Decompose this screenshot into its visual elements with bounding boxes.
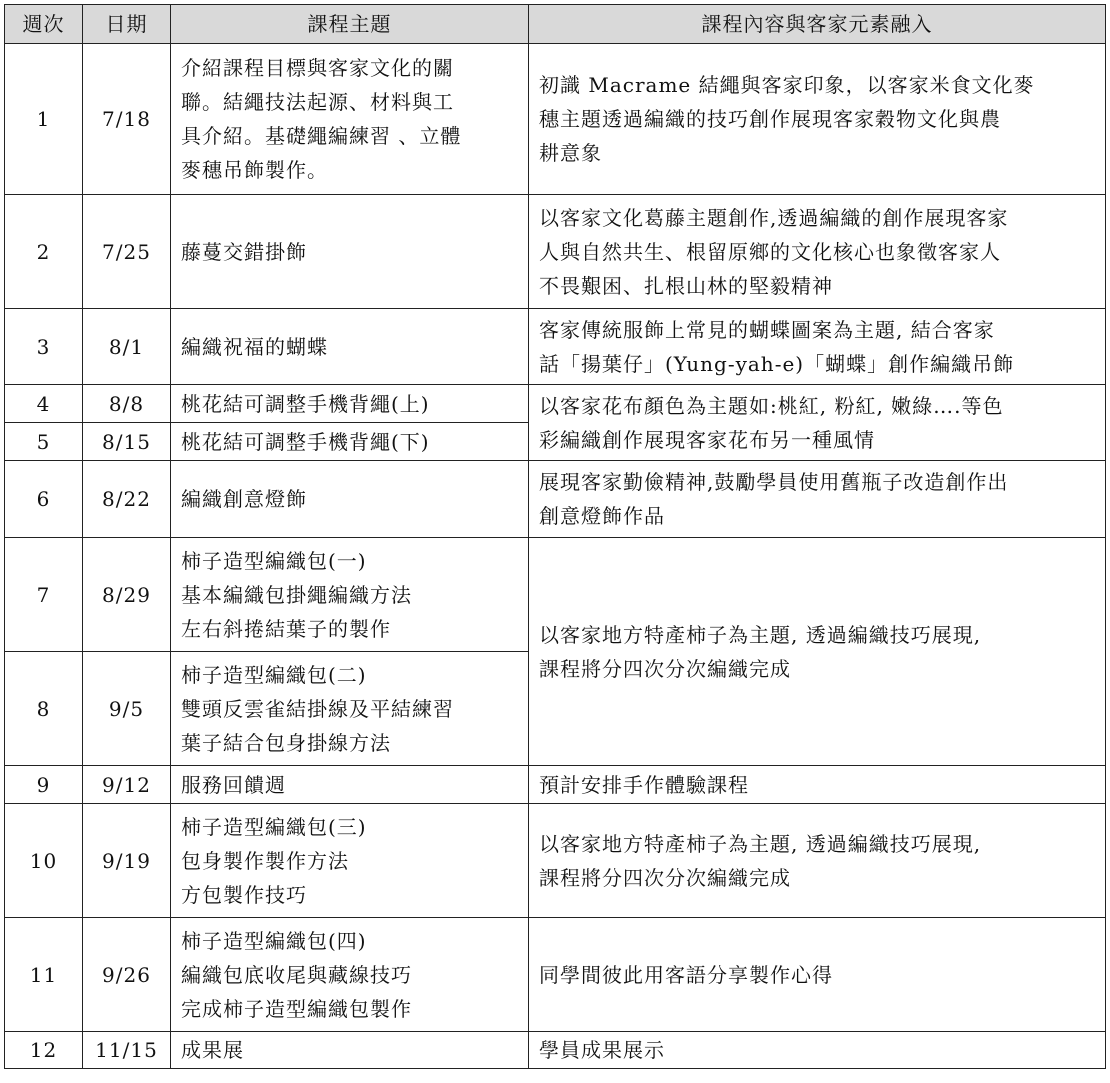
date-cell: 11/15 xyxy=(83,1032,171,1069)
topic-line: 柿子造型編織包(二) xyxy=(181,662,367,687)
topic-line: 具介紹。基礎繩編練習 、立體 xyxy=(181,124,462,148)
topic-cell xyxy=(171,766,529,804)
topic-cell xyxy=(171,538,529,652)
topic-cell xyxy=(171,652,529,766)
topic-line: 藤蔓交錯掛飾 xyxy=(181,239,307,264)
date-cell: 9/12 xyxy=(83,766,171,804)
content-line: 穗主題透過編織的技巧創作展現客家穀物文化與農 xyxy=(539,107,1001,131)
content-cell xyxy=(529,1032,1106,1069)
content-line: 課程將分四次分次編織完成 xyxy=(539,865,791,890)
table-row xyxy=(5,538,1106,652)
topic-line: 編織祝福的蝴蝶 xyxy=(181,334,328,359)
topic-line: 柿子造型編織包(三) xyxy=(181,814,367,839)
topic-line: 桃花結可調整手機背繩(下) xyxy=(181,429,430,454)
content-line: 同學間彼此用客語分享製作心得 xyxy=(539,962,833,987)
date-cell: 8/22 xyxy=(83,461,171,538)
content-cell xyxy=(529,766,1106,804)
content-cell xyxy=(529,804,1106,918)
content-line: 學員成果展示 xyxy=(539,1038,665,1062)
content-line: 人與自然共生、根留原鄉的文化核心也象徵客家人 xyxy=(539,239,1001,264)
table-row xyxy=(5,385,1106,423)
content-line: 不畏艱困、扎根山林的堅毅精神 xyxy=(539,273,833,298)
content-line: 客家傳統服飾上常見的蝴蝶圖案為主題, 結合客家 xyxy=(539,317,995,342)
date-cell: 8/1 xyxy=(83,309,171,385)
topic-line: 成果展 xyxy=(181,1038,244,1062)
table-row xyxy=(5,766,1106,804)
topic-cell xyxy=(171,461,529,538)
week-cell: 8 xyxy=(5,652,83,766)
topic-line: 方包製作技巧 xyxy=(181,882,307,907)
content-line: 以客家地方特產柿子為主題, 透過編織技巧展現, xyxy=(539,831,982,856)
header-date: 日期 xyxy=(83,5,171,44)
topic-line: 包身製作製作方法 xyxy=(181,848,349,873)
topic-cell xyxy=(171,423,529,461)
topic-line: 編織包底收尾與藏線技巧 xyxy=(181,962,412,987)
topic-line: 完成柿子造型編織包製作 xyxy=(181,996,412,1021)
week-cell: 9 xyxy=(5,766,83,804)
table-row xyxy=(5,918,1106,1032)
topic-cell xyxy=(171,1032,529,1069)
date-cell: 9/5 xyxy=(83,652,171,766)
date-cell: 8/15 xyxy=(83,423,171,461)
content-line: 話「揚葉仔」(Yung-yah-e)「蝴蝶」創作編織吊飾 xyxy=(539,351,1015,376)
content-cell xyxy=(529,309,1106,385)
content-line: 創意燈飾作品 xyxy=(539,504,665,528)
table-header-row xyxy=(5,5,1106,44)
topic-line: 服務回饋週 xyxy=(181,772,286,797)
table-row xyxy=(5,309,1106,385)
header-week: 週次 xyxy=(5,5,83,44)
topic-line: 介紹課程目標與客家文化的關 xyxy=(181,56,454,80)
content-cell xyxy=(529,461,1106,538)
date-cell: 9/19 xyxy=(83,804,171,918)
header-content: 課程內容與客家元素融入 xyxy=(529,5,1106,44)
topic-line: 柿子造型編織包(四) xyxy=(181,928,367,953)
week-cell: 4 xyxy=(5,385,83,423)
topic-cell xyxy=(171,44,529,195)
content-cell xyxy=(529,195,1106,309)
week-cell: 11 xyxy=(5,918,83,1032)
week-cell: 10 xyxy=(5,804,83,918)
content-cell xyxy=(529,385,1106,461)
content-line: 以客家地方特產柿子為主題, 透過編織技巧展現, xyxy=(539,622,982,647)
topic-line: 基本編織包掛繩編織方法 xyxy=(181,582,412,607)
topic-line: 聯。結繩技法起源、材料與工 xyxy=(181,90,454,114)
content-cell xyxy=(529,918,1106,1032)
week-cell: 3 xyxy=(5,309,83,385)
topic-line: 桃花結可調整手機背繩(上) xyxy=(181,391,430,416)
topic-line: 左右斜捲結葉子的製作 xyxy=(181,616,391,641)
course-schedule-table xyxy=(4,4,1106,1069)
content-cell xyxy=(529,44,1106,195)
topic-line: 麥穗吊飾製作。 xyxy=(181,158,328,182)
content-line: 預計安排手作體驗課程 xyxy=(539,772,749,797)
table-row xyxy=(5,195,1106,309)
topic-cell xyxy=(171,918,529,1032)
topic-line: 編織創意燈飾 xyxy=(181,487,307,511)
date-cell: 7/25 xyxy=(83,195,171,309)
week-cell: 1 xyxy=(5,44,83,195)
week-cell: 12 xyxy=(5,1032,83,1069)
content-line: 展現客家勤儉精神,鼓勵學員使用舊瓶子改造創作出 xyxy=(539,470,1009,494)
table-row xyxy=(5,44,1106,195)
table-row xyxy=(5,804,1106,918)
content-line: 彩編織創作展現客家花布另一種風情 xyxy=(539,427,875,452)
topic-cell xyxy=(171,195,529,309)
week-cell: 7 xyxy=(5,538,83,652)
table-row xyxy=(5,1032,1106,1069)
date-cell: 8/8 xyxy=(83,385,171,423)
topic-line: 雙頭反雲雀結掛線及平結練習 xyxy=(181,696,454,721)
content-line: 耕意象 xyxy=(539,141,602,165)
topic-line: 葉子結合包身掛線方法 xyxy=(181,730,391,755)
topic-line: 柿子造型編織包(一) xyxy=(181,548,367,573)
topic-cell xyxy=(171,385,529,423)
date-cell: 9/26 xyxy=(83,918,171,1032)
week-cell: 5 xyxy=(5,423,83,461)
content-cell xyxy=(529,538,1106,766)
table-row xyxy=(5,461,1106,538)
topic-cell xyxy=(171,309,529,385)
week-cell: 6 xyxy=(5,461,83,538)
week-cell: 2 xyxy=(5,195,83,309)
date-cell: 8/29 xyxy=(83,538,171,652)
content-line: 課程將分四次分次編織完成 xyxy=(539,656,791,681)
content-line: 以客家花布顏色為主題如:桃紅, 粉紅, 嫩綠….等色 xyxy=(539,393,1004,418)
content-line: 以客家文化葛藤主題創作,透過編織的創作展現客家 xyxy=(539,205,1009,230)
content-line: 初識 Macrame 結繩與客家印象，以客家米食文化麥 xyxy=(539,73,1035,97)
header-topic: 課程主題 xyxy=(171,5,529,44)
topic-cell xyxy=(171,804,529,918)
date-cell: 7/18 xyxy=(83,44,171,195)
